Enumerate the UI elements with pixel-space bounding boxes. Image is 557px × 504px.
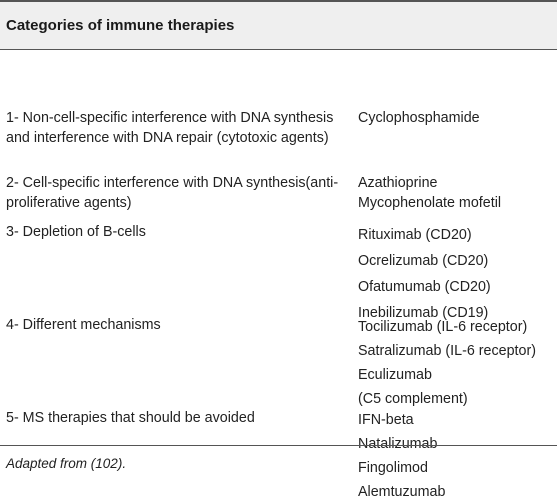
drug-item: Alemtuzumab	[358, 484, 446, 500]
drug-cell	[350, 222, 557, 326]
footnote-text: Adapted from	[6, 456, 91, 471]
drug-item: Satralizumab (IL-6 receptor)	[358, 343, 536, 359]
drug-item: Azathioprine	[358, 175, 438, 191]
drug-item: Ofatumumab (CD20)	[358, 279, 491, 295]
table-title: Categories of immune therapies	[6, 17, 235, 34]
drug-item: Tocilizumab (IL-6 receptor)	[358, 319, 528, 335]
drug-item: Natalizumab	[358, 436, 438, 452]
drug-item: Rituximab (CD20)	[358, 227, 472, 243]
table-footnote	[6, 456, 126, 471]
drug-item: Inebilizumab (CD19)	[358, 305, 489, 321]
drug-item: Eculizumab	[358, 367, 432, 383]
drug-cell	[350, 108, 557, 148]
drug-item: IFN-beta	[358, 412, 414, 428]
category-cell: 3- Depletion of B-cells	[6, 224, 146, 240]
table-row	[0, 315, 557, 411]
drug-item: Fingolimod	[358, 460, 428, 476]
drug-item: Cyclophosphamide	[358, 110, 480, 126]
drug-cell	[350, 315, 557, 411]
drug-cell	[350, 173, 557, 213]
category-cell: 5- MS therapies that should be avoided	[6, 410, 255, 426]
table-row	[0, 222, 557, 326]
drug-item: Mycophenolate mofetil	[358, 195, 502, 211]
table-row	[0, 108, 557, 148]
category-cell: 4- Different mechanisms	[6, 317, 161, 333]
category-cell: 2- Cell-specific interference with DNA synthesis(anti-proliferative agents)	[6, 175, 339, 211]
footnote-suffix: .	[122, 456, 127, 471]
drug-item: (C5 complement)	[358, 391, 468, 407]
category-cell: 1- Non-cell-specific interference with DNA synthesis and interference with DNA repair (cytotoxic agents)	[6, 110, 334, 146]
footnote-reference-link[interactable]: (102)	[90, 456, 123, 471]
drug-cell	[350, 408, 557, 504]
table-bottom-rule	[0, 445, 557, 446]
table-header	[0, 0, 557, 50]
drug-item: Ocrelizumab (CD20)	[358, 253, 489, 269]
table-row	[0, 173, 557, 213]
